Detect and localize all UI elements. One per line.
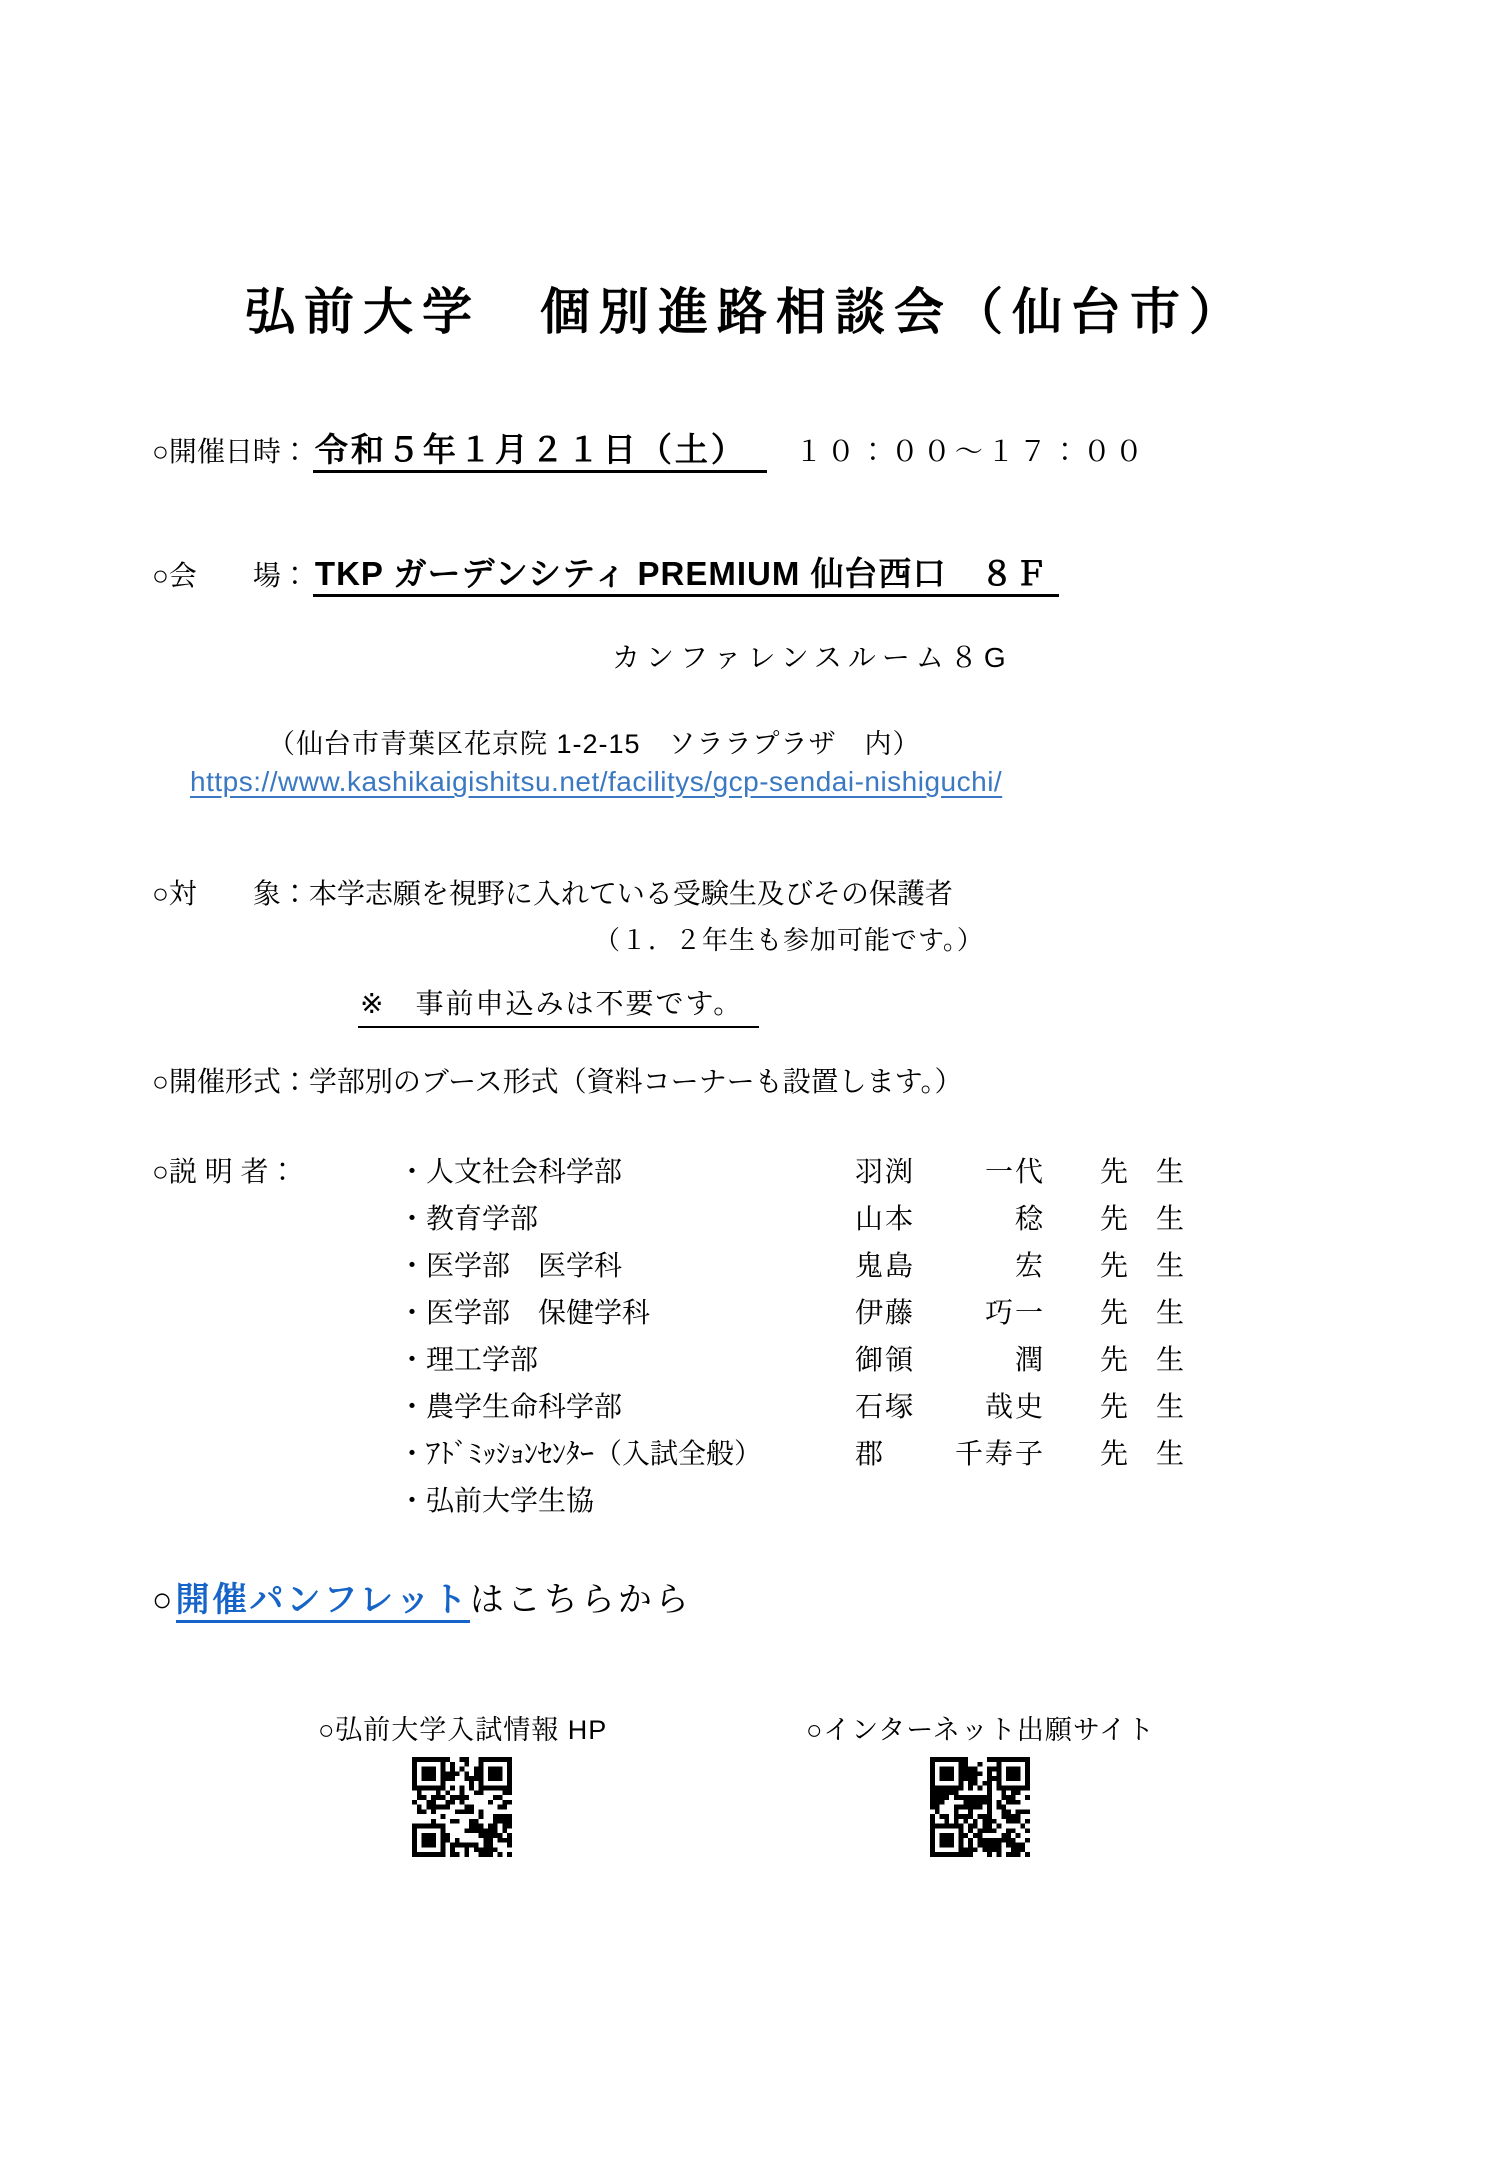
speaker-department: ・医学部 医学科: [398, 1250, 623, 1281]
page-title: 弘前大学 個別進路相談会（仙台市）: [245, 284, 1248, 340]
speakers-label: ○説 明 者：: [152, 1156, 297, 1187]
speaker-row: [398, 1385, 1198, 1432]
schedule-label: ○開催日時：: [152, 436, 309, 467]
speaker-department: ・弘前大学生協: [398, 1485, 595, 1516]
speaker-row: [398, 1197, 1198, 1244]
schedule-date: 令和５年１月２１日（土）: [313, 431, 767, 473]
speaker-row: [398, 1338, 1198, 1385]
venue-name: TKP ガーデンシティ PREMIUM 仙台西口 ８Ｆ: [313, 555, 1059, 597]
venue-room: カンファレンスルーム８G: [612, 642, 1012, 673]
pamphlet-row: [152, 1572, 692, 1621]
speaker-row: [398, 1244, 1198, 1291]
pamphlet-link[interactable]: 開催パンフレット: [176, 1581, 470, 1623]
speaker-department: ・ｱﾄﾞﾐｯｼｮﾝｾﾝﾀｰ（入試全般）: [398, 1438, 763, 1469]
speaker-honorific: 先 生: [1100, 1297, 1185, 1328]
speaker-department: ・理工学部: [398, 1344, 539, 1375]
registration-note: ※ 事前申込みは不要です。: [358, 982, 759, 1028]
speaker-surname: 石塚: [855, 1391, 916, 1422]
speaker-surname: 羽渕: [855, 1156, 916, 1187]
pamphlet-suffix: はこちらから: [469, 1581, 692, 1619]
speaker-surname: 伊藤: [855, 1297, 916, 1328]
audience-value: 本学志願を視野に入れている受験生及びその保護者: [308, 878, 953, 909]
speaker-department: ・農学生命科学部: [398, 1391, 623, 1422]
speaker-row: [398, 1291, 1198, 1338]
speaker-given-name: 潤: [1014, 1344, 1045, 1375]
speaker-department: ・人文社会科学部: [398, 1156, 623, 1187]
speaker-given-name: 千寿子: [954, 1438, 1045, 1469]
format-value: 学部別のブース形式（資料コーナーも設置します。）: [308, 1066, 963, 1097]
speaker-surname: 鬼島: [855, 1250, 916, 1281]
speaker-surname: 郡: [855, 1438, 886, 1469]
speaker-given-name: 一代: [984, 1156, 1045, 1187]
speaker-row: [398, 1432, 1198, 1479]
speaker-surname: 御領: [855, 1344, 916, 1375]
venue-row: [152, 548, 1059, 595]
speaker-department: ・教育学部: [398, 1203, 539, 1234]
speaker-honorific: 先 生: [1100, 1156, 1185, 1187]
speaker-honorific: 先 生: [1100, 1391, 1185, 1422]
audience-note: （１．２年生も参加可能です。）: [594, 925, 984, 955]
qr-code-online-application-icon: [930, 1757, 1030, 1857]
schedule-time: １０：００～１７：００: [794, 436, 1147, 467]
format-row: [152, 1060, 962, 1100]
qr-code-admissions-info-icon: [412, 1757, 512, 1857]
speaker-given-name: 巧一: [984, 1297, 1045, 1328]
speaker-given-name: 哉史: [984, 1391, 1045, 1422]
speaker-honorific: 先 生: [1100, 1438, 1185, 1469]
qr-label-online-application: ○インターネット出願サイト: [806, 1715, 1155, 1745]
speaker-department: ・医学部 保健学科: [398, 1297, 651, 1328]
venue-address: （仙台市青葉区花京院 1-2-15 ソララプラザ 内）: [268, 729, 921, 759]
speaker-honorific: 先 生: [1100, 1250, 1185, 1281]
qr-label-admissions-info: ○弘前大学入試情報 HP: [318, 1715, 608, 1745]
speaker-row: [398, 1479, 1198, 1526]
schedule-row: [152, 424, 1147, 471]
venue-label: ○会 場：: [152, 560, 309, 591]
audience-row: [152, 872, 953, 912]
format-label: ○開催形式：: [152, 1066, 309, 1097]
speaker-honorific: 先 生: [1100, 1203, 1185, 1234]
speaker-row: [398, 1150, 1198, 1197]
speaker-given-name: 宏: [1014, 1250, 1045, 1281]
speaker-given-name: 稔: [1014, 1203, 1045, 1234]
audience-label: ○対 象：: [152, 878, 309, 909]
pamphlet-bullet: ○: [152, 1581, 176, 1619]
venue-url-link[interactable]: https://www.kashikaigishitsu.net/facilitys/gcp-sendai-nishiguchi/: [190, 766, 1003, 797]
speaker-surname: 山本: [855, 1203, 916, 1234]
speaker-honorific: 先 生: [1100, 1344, 1185, 1375]
speakers-list: [398, 1150, 1198, 1526]
